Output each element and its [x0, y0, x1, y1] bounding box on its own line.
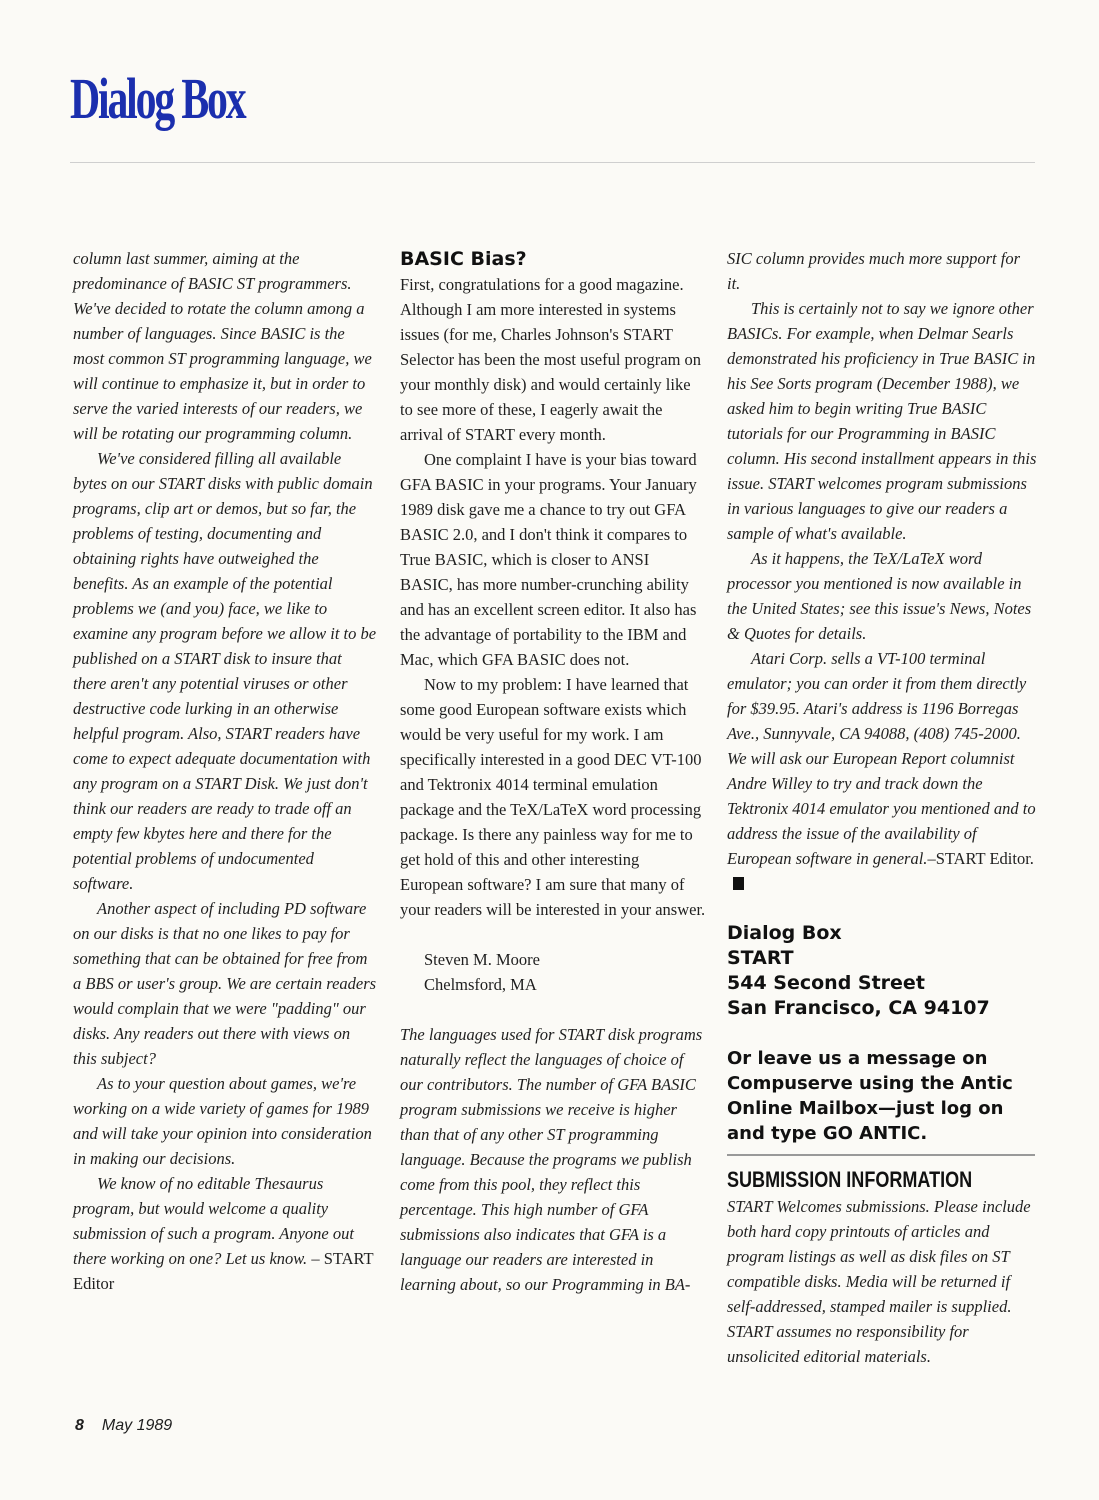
editor-reply-paragraph: As it happens, the TeX/LaTeX word processor you mentioned is now available in the United States; see this issue's News, Notes & Quotes for details. [727, 549, 1032, 643]
online-command: GO ANTIC. [822, 1123, 928, 1144]
editor-reply-paragraph: column last summer, aiming at the predominance of BASIC ST programmers. We've decided to rotate the column among a number of languages. Since BASIC is the most common ST programming language, we will continue to emphasize it, but in order to serve the varied interests of our readers, we will be rotating our programming column. [73, 249, 372, 443]
submission-text: START Welcomes submissions. Please include both hard copy printouts of articles and program listings as well as disk files on ST compatible disks. Media will be returned if self-addressed, stamped mailer is supplied. START assumes no responsibility for unsolicited editorial materials. [727, 1197, 1031, 1366]
online-contact-note [727, 1046, 1037, 1146]
address-line: START [727, 947, 794, 969]
page-number: 8 [75, 1417, 84, 1434]
end-mark-icon [733, 877, 744, 890]
editor-reply-paragraph: We've considered filling all available bytes on our START disks with public domain programs, clip art or demos, but so far, the problems of testing, documenting and obtaining rights have outweighed the benefits. As an example of the potential problems we (and you) face, we like to examine any program before we allow it to be published on a START disk to insure that there aren't any potential viruses or other destructive code lurking in an otherwise helpful program. Also, START readers have come to expect adequate documentation with any program on a START Disk. We just don't think our readers are ready to trade off an empty few kbytes here and there for the potential problems of undocumented software. [73, 449, 377, 893]
editor-signature: – START Editor [73, 1249, 374, 1293]
letter-paragraph: First, congratulations for a good magazine. Although I am more interested in systems issues (for me, Charles Johnson's START Selector has been the most useful program on your monthly disk) and would certainly like to see more of these, I eagerly await the arrival of START every month. [400, 275, 702, 444]
editor-reply-paragraph: Another aspect of including PD software on our disks is that no one likes to pay for something that can be obtained for free from a BBS or user's group. We are certain readers would complain that we were "padding" our disks. Any readers out there with views on this subject? [73, 899, 377, 1068]
letter-paragraph: One complaint I have is your bias toward GFA BASIC in your programs. Your January 1989 disk gave me a chance to try out GFA BASIC 2.0, and I don't think it compares to True BASIC, which is closer to ANSI BASIC, has more number-crunching ability and has an excellent screen editor. It also has the advantage of portability to the IBM and Mac, which GFA BASIC does not. [400, 450, 697, 669]
mailing-address [727, 921, 1037, 1021]
column-2 [400, 246, 706, 1297]
editor-reply-paragraph [73, 1171, 378, 1296]
letter-paragraph: Now to my problem: I have learned that some good European software exists which would be very useful for my work. I am specifically interested in a good DEC VT-100 and Tektronix 4014 terminal emulation package and the TeX/LaTeX word processing package. Is there any painless way for me to get hold of this and other interesting European software? I am sure that many of your readers will be interested in your answer. [400, 675, 706, 919]
header-divider [70, 162, 1035, 163]
address-line: 544 Second Street [727, 972, 925, 994]
letter-signature-name: Steven M. Moore [424, 950, 540, 969]
editor-reply-paragraph [727, 646, 1037, 896]
issue-date: May 1989 [101, 1417, 173, 1434]
letter-signature-place: Chelmsford, MA [424, 975, 537, 994]
editor-signature: –START Editor. [927, 849, 1034, 868]
editor-reply-paragraph: The languages used for START disk programs naturally reflect the languages of choice of our contributors. The number of GFA BASIC program submissions we receive is higher than that of any other ST programming language. Because the programs we publish come from this pool, they reflect this percentage. This high number of GFA submissions also indicates that GFA is a language our readers are interested in learning about, so our Programming in BA- [400, 1025, 703, 1294]
online-contact-text: Or leave us a message on Compuserve using the Antic Online Mailbox—just log on and type [727, 1048, 1013, 1144]
address-line: San Francisco, CA 94107 [727, 997, 990, 1019]
column-1 [73, 246, 378, 1296]
letter-heading: BASIC Bias? [400, 248, 527, 270]
paragraph-text: Atari Corp. sells a VT-100 terminal emulator; you can order it from them directly for $39.95. Atari's address is 1196 Borregas Ave., Sunnyvale, CA 94088, (408) 745-2000. We will ask our European Report columnist Andre Willey to try and track down the Tektronix 4014 emulator you mentioned and to address the issue of the availability of European software in general. [727, 649, 1036, 868]
address-line: Dialog Box [727, 922, 842, 944]
paragraph-text: We know of no editable Thesaurus program, but would welcome a quality submission of such a program. Anyone out there working on one? Let us know. [73, 1174, 354, 1268]
editor-reply-paragraph: SIC column provides much more support for it. [727, 249, 1021, 293]
submission-heading: SUBMISSION INFORMATION [727, 1167, 973, 1192]
editor-reply-paragraph: This is certainly not to say we ignore other BASICs. For example, when Delmar Searls demonstrated his proficiency in True BASIC in his See Sorts program (December 1988), we asked him to begin writing True BASIC tutorials for our Programming in BASIC column. His second installment appears in this issue. START welcomes program submissions in various languages to give our readers a sample of what's available. [727, 299, 1037, 543]
section-title: Dialog Box [70, 66, 245, 131]
editor-reply-paragraph: As to your question about games, we're working on a wide variety of games for 1989 and will take your opinion into consideration in making our decisions. [73, 1074, 372, 1168]
column-3 [727, 246, 1037, 1369]
section-divider [727, 1154, 1035, 1156]
page-footer [75, 1417, 172, 1435]
